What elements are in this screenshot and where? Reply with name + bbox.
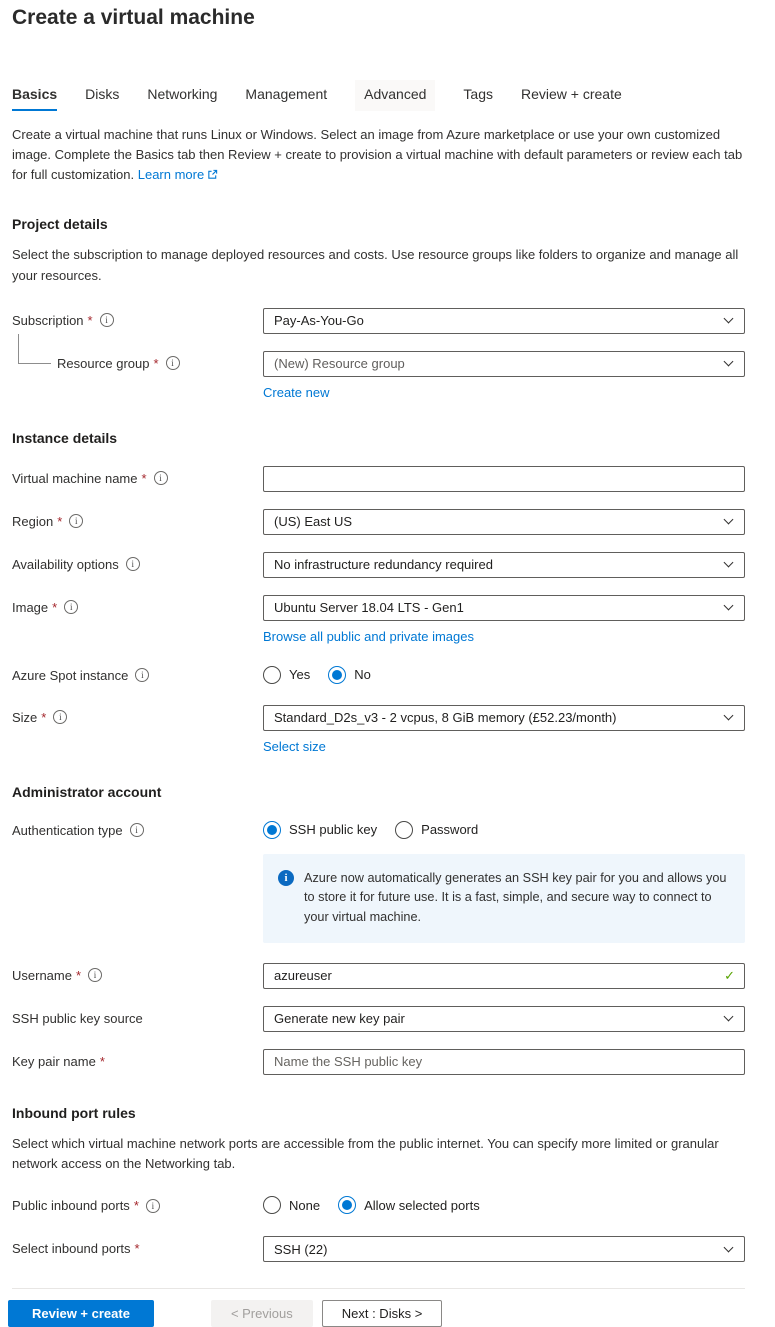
- tab-bar: [12, 80, 745, 111]
- radio-checked-icon: [338, 1196, 356, 1214]
- availability-row: [12, 552, 745, 578]
- spot-radio-group: [263, 663, 745, 684]
- auth-type-radio-group: [263, 818, 745, 839]
- learn-more-link[interactable]: Learn more: [138, 167, 218, 182]
- select-ports-row: [12, 1236, 745, 1262]
- tab-basics[interactable]: Basics: [12, 80, 57, 111]
- info-icon[interactable]: i: [166, 356, 180, 370]
- resource-group-row: [12, 351, 745, 400]
- info-icon[interactable]: i: [64, 600, 78, 614]
- auth-ssh-option[interactable]: SSH public key: [263, 821, 377, 839]
- info-icon[interactable]: i: [126, 557, 140, 571]
- footer-bar: [12, 1288, 745, 1327]
- info-badge-icon: i: [278, 870, 294, 886]
- select-ports-select[interactable]: SSH (22): [263, 1236, 745, 1262]
- chevron-down-icon: [724, 1012, 734, 1022]
- spot-no-option[interactable]: No: [328, 666, 371, 684]
- required-marker: *: [41, 709, 47, 725]
- page-title: Create a virtual machine: [12, 6, 255, 29]
- select-ports-label: Select inbound ports: [12, 1241, 131, 1257]
- username-row: [12, 963, 745, 989]
- tab-tags[interactable]: Tags: [463, 86, 493, 102]
- size-select[interactable]: Standard_D2s_v3 - 2 vcpus, 8 GiB memory (£52.23/month): [263, 705, 745, 731]
- resource-group-select[interactable]: (New) Resource group: [263, 351, 745, 377]
- ssh-source-row: [12, 1006, 745, 1032]
- radio-unchecked-icon: [395, 821, 413, 839]
- required-marker: *: [141, 470, 147, 486]
- instance-details-heading: Instance details: [12, 429, 118, 446]
- tab-disks[interactable]: Disks: [85, 86, 120, 102]
- region-label: Region: [12, 513, 54, 529]
- radio-checked-icon: [263, 821, 281, 839]
- intro-text: Create a virtual machine that runs Linux or Windows. Select an image from Azure marketplace or use your own customized image. Complete the Basics tab then Review + create to provision a virtual machine with default parameters or review each tab for full customization. Learn more: [12, 125, 745, 186]
- project-details-description: Select the subscription to manage deployed resources and costs. Use resource groups like folders to organize and manage all your resources.: [12, 247, 739, 283]
- public-ports-row: [12, 1193, 745, 1214]
- ssh-info-message: Azure now automatically generates an SSH key pair for you and allows you to store it for future use. It is a fast, simple, and secure way to connect to your virtual machine.: [304, 870, 727, 925]
- size-label: Size: [12, 709, 38, 725]
- availability-label: Availability options: [12, 556, 119, 572]
- radio-checked-icon: [328, 666, 346, 684]
- spot-instance-row: [12, 663, 745, 684]
- admin-account-heading: Administrator account: [12, 783, 162, 800]
- tab-networking[interactable]: Networking: [147, 86, 218, 102]
- tab-review-create[interactable]: Review + create: [521, 86, 622, 102]
- browse-images-link[interactable]: Browse all public and private images: [263, 628, 474, 644]
- public-ports-label: Public inbound ports: [12, 1198, 130, 1214]
- required-marker: *: [133, 1198, 139, 1214]
- chevron-down-icon: [724, 1242, 734, 1252]
- size-row: [12, 705, 745, 754]
- resource-group-label: Resource group: [57, 355, 150, 371]
- required-marker: *: [134, 1241, 140, 1257]
- info-icon[interactable]: i: [88, 968, 102, 982]
- external-link-icon: [207, 166, 218, 186]
- ports-none-option[interactable]: None: [263, 1196, 320, 1214]
- ssh-info-box: [263, 854, 745, 943]
- spot-yes-option[interactable]: Yes: [263, 666, 310, 684]
- required-marker: *: [75, 967, 82, 983]
- auth-type-row: [12, 818, 745, 943]
- region-row: [12, 509, 745, 535]
- chevron-down-icon: [724, 558, 734, 568]
- info-icon[interactable]: i: [154, 471, 168, 485]
- vm-name-input[interactable]: [263, 466, 745, 492]
- chevron-down-icon: [724, 601, 734, 611]
- create-new-link[interactable]: Create new: [263, 384, 330, 400]
- username-input[interactable]: [263, 963, 745, 989]
- ssh-source-label: SSH public key source: [12, 1010, 143, 1026]
- info-icon[interactable]: i: [53, 710, 67, 724]
- required-marker: *: [87, 312, 93, 328]
- subscription-select[interactable]: Pay-As-You-Go: [263, 308, 745, 334]
- required-marker: *: [52, 599, 58, 615]
- inbound-rules-heading: Inbound port rules: [12, 1104, 136, 1121]
- select-size-link[interactable]: Select size: [263, 738, 326, 754]
- key-pair-label: Key pair name: [12, 1053, 96, 1069]
- auth-password-option[interactable]: Password: [395, 821, 478, 839]
- image-label: Image: [12, 599, 49, 615]
- valid-check-icon: ✓: [724, 967, 735, 983]
- next-disks-button[interactable]: Next : Disks >: [322, 1300, 443, 1327]
- key-pair-row: [12, 1049, 745, 1075]
- username-label: Username: [12, 967, 72, 983]
- region-select[interactable]: (US) East US: [263, 509, 745, 535]
- public-ports-radio-group: [263, 1193, 745, 1214]
- ports-allow-option[interactable]: Allow selected ports: [338, 1196, 480, 1214]
- info-icon[interactable]: i: [100, 313, 114, 327]
- subscription-row: [12, 308, 745, 334]
- radio-unchecked-icon: [263, 1196, 281, 1214]
- chevron-down-icon: [724, 711, 734, 721]
- image-row: [12, 595, 745, 644]
- info-icon[interactable]: i: [130, 823, 144, 837]
- previous-button[interactable]: < Previous: [211, 1300, 313, 1327]
- radio-unchecked-icon: [263, 666, 281, 684]
- tree-connector: [18, 334, 51, 364]
- required-marker: *: [57, 513, 63, 529]
- tab-management[interactable]: Management: [245, 86, 328, 102]
- chevron-down-icon: [724, 314, 734, 324]
- info-icon[interactable]: i: [69, 514, 83, 528]
- required-marker: *: [99, 1053, 105, 1069]
- vm-name-row: [12, 466, 745, 492]
- availability-select[interactable]: No infrastructure redundancy required: [263, 552, 745, 578]
- chevron-down-icon: [724, 515, 734, 525]
- chevron-down-icon: [724, 357, 734, 367]
- auth-type-label: Authentication type: [12, 822, 123, 838]
- inbound-rules-description: Select which virtual machine network ports are accessible from the public internet. You can specify more limited or granular network access on the Networking tab.: [12, 1135, 719, 1171]
- vm-name-label: Virtual machine name: [12, 470, 138, 486]
- spot-instance-label: Azure Spot instance: [12, 667, 129, 683]
- project-details-heading: Project details: [12, 216, 108, 233]
- ssh-source-select[interactable]: Generate new key pair: [263, 1006, 745, 1032]
- required-marker: *: [153, 355, 159, 371]
- info-icon[interactable]: i: [135, 668, 149, 682]
- review-create-button[interactable]: Review + create: [8, 1300, 154, 1327]
- info-icon[interactable]: i: [146, 1199, 160, 1213]
- image-select[interactable]: Ubuntu Server 18.04 LTS - Gen1: [263, 595, 745, 621]
- tab-advanced[interactable]: Advanced: [355, 80, 435, 111]
- key-pair-input[interactable]: [263, 1049, 745, 1075]
- subscription-label: Subscription: [12, 312, 84, 328]
